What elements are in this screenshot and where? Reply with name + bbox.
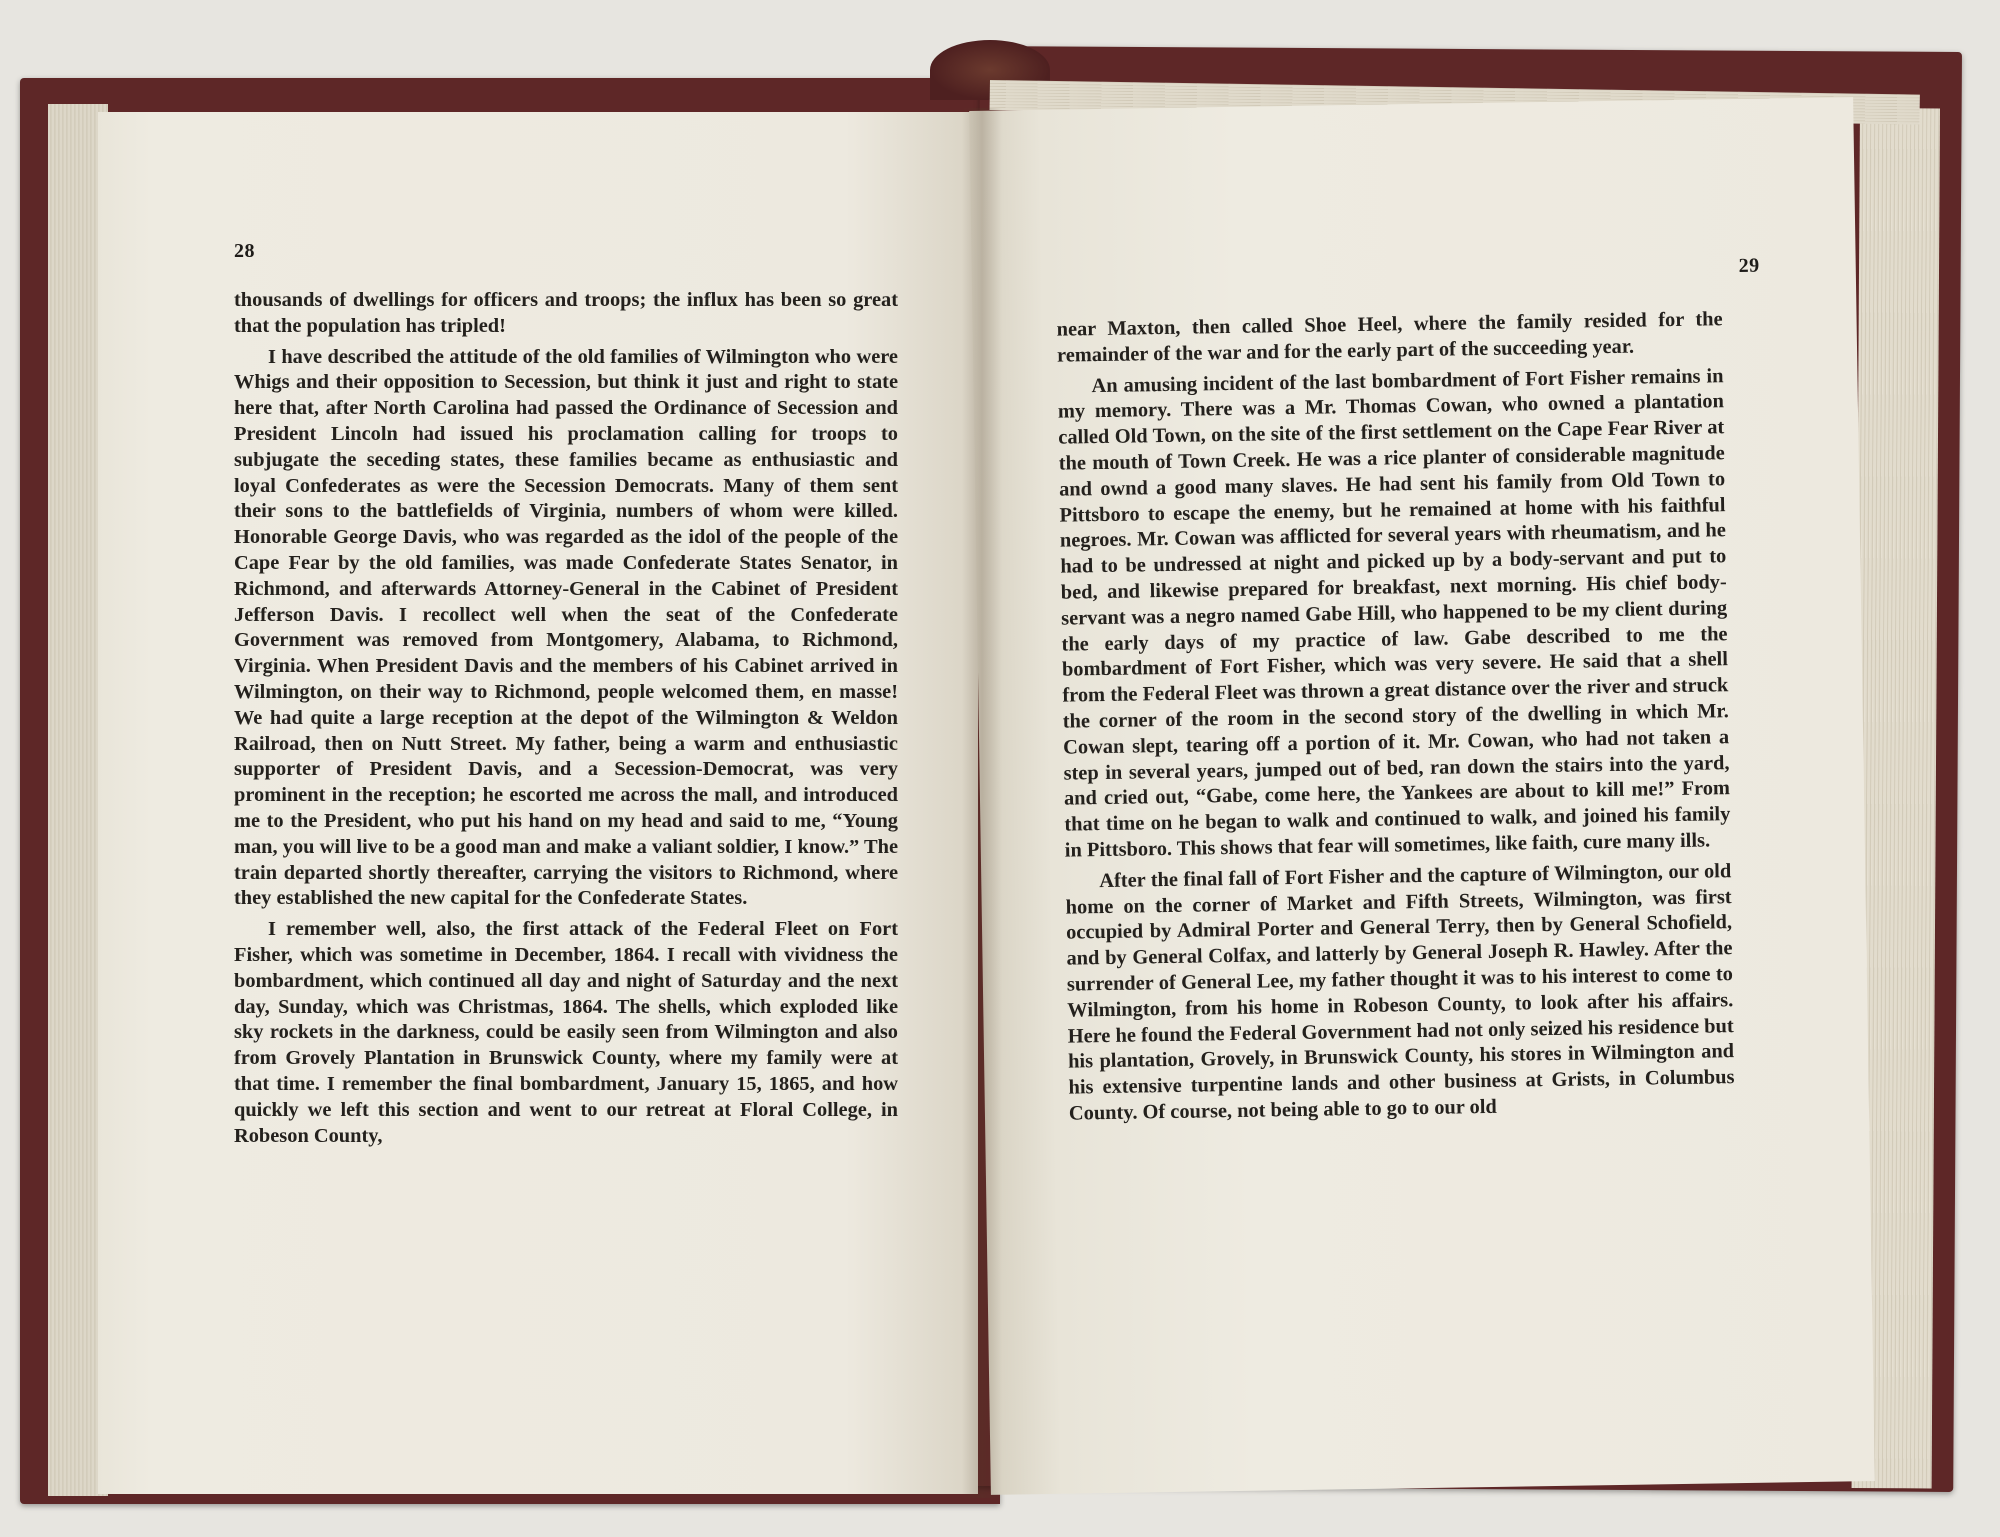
paragraph: near Maxton, then called Shoe Heel, where the family resided for the remainder of the war and for the early part of the succeeding year.: [1056, 308, 1723, 367]
left-page: [98, 112, 978, 1494]
paragraph: After the final fall of Fort Fisher and the capture of Wilmington, our old home on the corner of Market and Fifth Streets, Wilmington, was first occupied by Admiral Porter and General Terry, then by General Schofield, and by General Colfax, and latterly by General Joseph R. Hawley. After the surrender of General Lee, my father thought it was to his interest to come to Wilmington, from his home in Robeson County, to look after his affairs. Here he found the Federal Government had not only seized his residence but his plantation, Grovely, in Brunswick County, his stores in Wilmington and his extensive turpentine lands and other business at Grists, in Columbus County. Of course, not being able to go to our old: [1065, 859, 1735, 1125]
right-page: [969, 97, 1875, 1495]
paragraph: An amusing incident of the last bombardment of Fort Fisher remains in my memory. There was a Mr. Thomas Cowan, who owned a plantation called Old Town, on the site of the first settlement on the Cape Fear River at the mouth of Town Creek. He was a rice planter of considerable magnitude and ownd a good many slaves. He had sent his family from Old Town to Pittsboro to escape the enemy, but he remained at home with his faithful negroes. Mr. Cowan was afflicted for several years with rheumatism, and he had to be undressed at night and picked up by a body-servant and put to bed, and likewise prepared for breakfast, next morning. His chief body-servant was a negro named Gabe Hill, who happened to be my client during the early days of my practice of law. Gabe described to me the bombardment of Fort Fisher, which was very severe. He said that a shell from the Federal Fleet was thrown a great distance over the river and struck the corner of the room in the second story of the dwelling in which Mr. Cowan slept, tearing off a portion of it. Mr. Cowan, who had not taken a step in several years, jumped out of bed, ran down the stairs into the yard, and cried out, “Gabe, come here, the Yankees are about to kill me!” From that time on he began to walk and continued to walk, and joined his family in Pittsboro. This shows that fear will sometimes, like faith, cure many ills.: [1057, 364, 1731, 862]
page-number-right: 29: [1738, 254, 1760, 277]
left-page-body: [234, 288, 898, 1154]
page-number-left: 28: [234, 240, 255, 262]
paragraph: I remember well, also, the first attack of the Federal Fleet on Fort Fisher, which was sometime in December, 1864. I recall with vividness the bombardment, which continued all day and night of Saturday and the next day, Sunday, which was Christmas, 1864. The shells, which exploded like sky rockets in the darkness, could be easily seen from Wilmington and also from Grovely Plantation in Brunswick County, where my family were at that time. I remember the final bombardment, January 15, 1865, and how quickly we left this section and went to our retreat at Floral College, in Robeson County,: [234, 918, 898, 1147]
book-gutter: [962, 108, 1002, 1498]
paragraph: thousands of dwellings for officers and troops; the influx has been so great that the population has tripled!: [234, 289, 898, 337]
paragraph: I have described the attitude of the old families of Wilmington who were Whigs and their opposition to Secession, but think it just and right to state here that, after North Carolina had passed the Ordinance of Secession and President Lincoln had issued his proclamation calling for troops to subjugate the seceding states, these families became as enthusiastic and loyal Confederates as were the Secession Democrats. Many of them sent their sons to the battlefields of Virginia, numbers of whom were killed. Honorable George Davis, who was regarded as the idol of the people of the Cape Fear by the old families, was made Confederate States Senator, in Richmond, and afterwards Attorney-General in the Cabinet of President Jefferson Davis. I recollect well when the seat of the Confederate Government was removed from Montgomery, Alabama, to Richmond, Virginia. When President Davis and the members of his Cabinet arrived in Wilmington, on their way to Richmond, people welcomed them, en masse! We had quite a large reception at the depot of the Wilmington & Weldon Railroad, then on Nutt Street. My father, being a warm and enthusiastic supporter of President Davis, and a Secession-Democrat, was very prominent in the reception; he escorted me across the mall, and introduced me to the President, who put his hand on my head and said to me, “Young man, you will live to be a good man and make a valiant soldier, I know.” The train departed shortly thereafter, carrying the visitors to Richmond, where they established the new capital for the Confederate States.: [234, 345, 898, 910]
right-page-body: [1056, 307, 1735, 1132]
